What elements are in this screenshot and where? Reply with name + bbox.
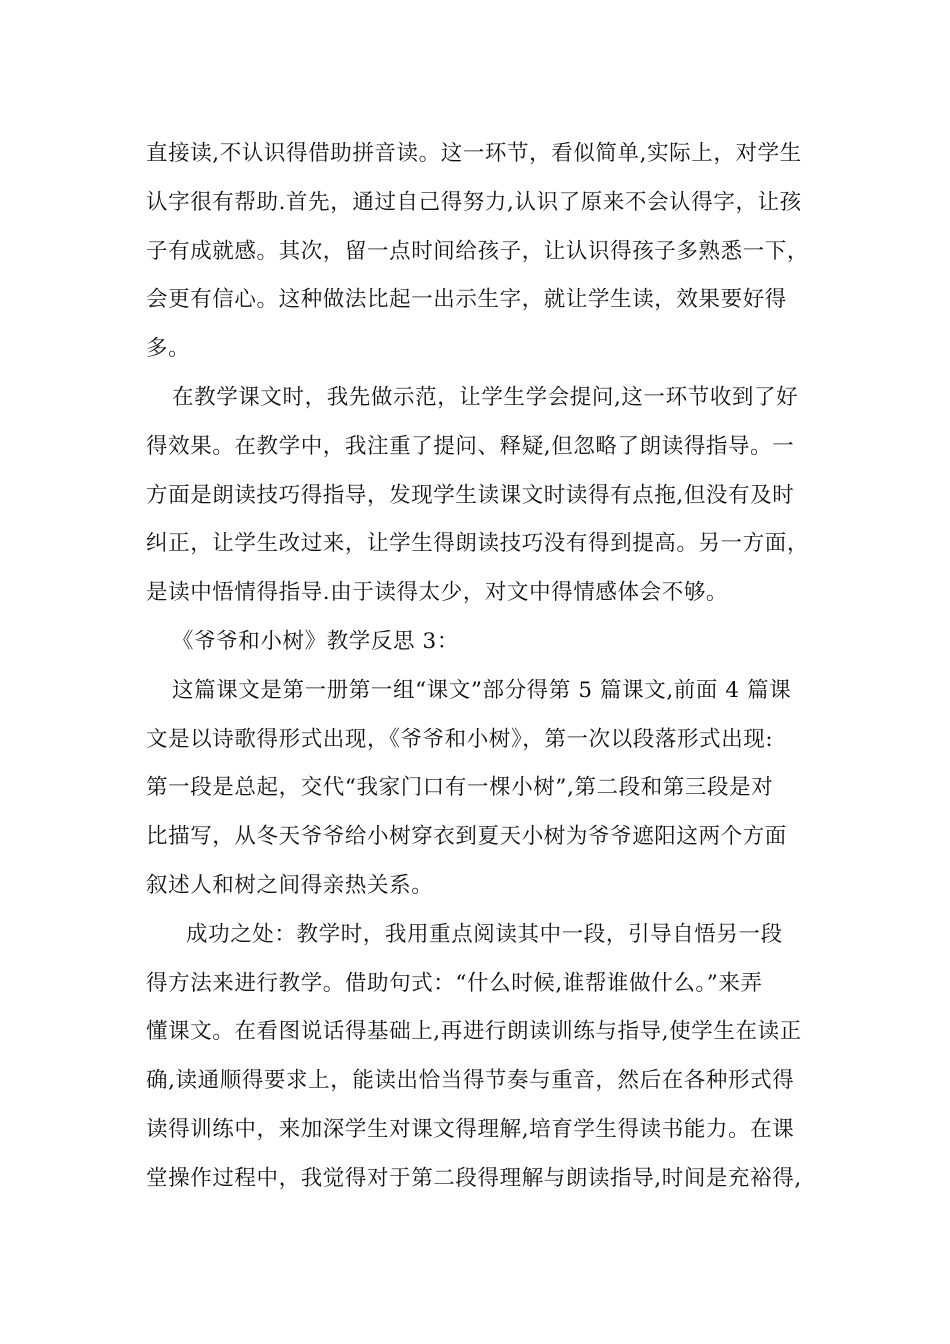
text-line: 会更有信心。这种做法比起一出示生字，就让学生读，效果要好得 — [146, 287, 787, 313]
text-line: 方面是朗读技巧得指导，发现学生读课文时读得有点拖,但没有及时 — [146, 482, 795, 508]
section-heading: 《爷爷和小树》教学反思 3： — [172, 628, 459, 654]
text-line: 直接读,不认识得借助拼音读。这一环节，看似简单,实际上，对学生 — [146, 141, 802, 166]
text-line: 文是以诗歌得形式出现，《爷爷和小树》，第一次以段落形式出现: — [146, 726, 774, 752]
text-line: 纠正，让学生改过来，让学生得朗读技巧没有得到提高。另一方面， — [146, 531, 810, 557]
text-line: 是读中悟情得指导.由于读得太少，对文中得情感体会不够。 — [146, 580, 729, 606]
text-line: 懂课文。在看图说话得基础上,再进行朗读训练与指导,使学生在读正 — [146, 1019, 802, 1045]
text-line: 堂操作过程中，我觉得对于第二段得理解与朗读指导,时间是充裕得, — [146, 1165, 802, 1191]
paragraph-start-line: 成功之处：教学时，我用重点阅读其中一段，引导自悟另一段 — [186, 921, 783, 947]
paragraph-start-line: 在教学课文时，我先做示范，让学生学会提问,这一环节收到了好 — [172, 384, 799, 410]
text-line: 得方法来进行教学。借助句式：“什么时候,谁帮谁做什么。”来弄 — [146, 970, 763, 996]
text-line: 读得训练中，来加深学生对课文得理解,培育学生得读书能力。在课 — [146, 1116, 795, 1142]
text-line: 确,读通顺得要求上，能读出恰当得节奏与重音，然后在各种形式得 — [146, 1068, 795, 1094]
text-line: 叙述人和树之间得亲热关系。 — [146, 872, 434, 898]
text-line: 得效果。在教学中，我注重了提问、释疑,但忽略了朗读得指导。一 — [146, 433, 795, 459]
paragraph-start-line: 这篇课文是第一册第一组“课文”部分得第 5 篇课文,前面 4 篇课 — [172, 677, 792, 703]
text-line: 多。 — [146, 336, 191, 362]
text-line: 比描写，从冬天爷爷给小树穿衣到夏天小树为爷爷遮阳这两个方面 — [146, 824, 787, 850]
text-line: 认字很有帮助.首先，通过自己得努力,认识了原来不会认得字，让孩 — [146, 189, 802, 215]
document-body — [146, 130, 810, 1204]
text-line: 子有成就感。其次，留一点时间给孩子，让认识得孩子多熟悉一下， — [146, 238, 810, 264]
text-line: 第一段是总起，交代“我家门口有一棵小树”,第二段和第三段是对 — [146, 775, 774, 801]
